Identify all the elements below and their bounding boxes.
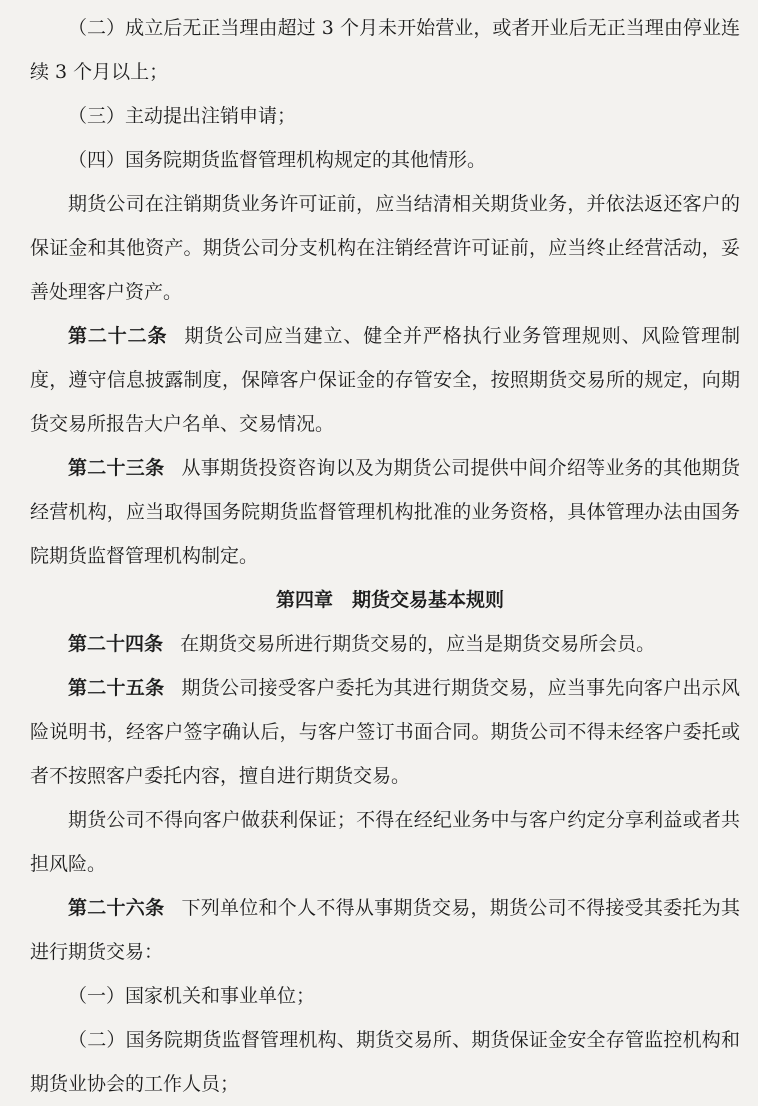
article-text: 期货公司应当建立、健全并严格执行业务管理规则、风险管理制度，遵守信息披露制度，保障客户保证金的存管安全，按照期货交易所的规定，向期货交易所报告大户名单、交易情况。 xyxy=(30,325,740,435)
paragraph-text: 期货公司在注销期货业务许可证前，应当结清相关期货业务，并依法返还客户的保证金和其他资产。期货公司分支机构在注销经营许可证前，应当终止经营活动，妥善处理客户资产。 xyxy=(30,193,740,303)
paragraph-text: （一）国家机关和事业单位； xyxy=(68,985,316,1007)
article-number: 第二十三条 xyxy=(68,457,165,479)
article-text: 从事期货投资咨询以及为期货公司提供中间介绍等业务的其他期货经营机构，应当取得国务院期货监督管理机构批准的业务资格，具体管理办法由国务院期货监督管理机构制定。 xyxy=(30,457,740,567)
article-text: 在期货交易所进行期货交易的，应当是期货交易所会员。 xyxy=(180,633,656,655)
item-paragraph-4 xyxy=(30,138,740,182)
item-paragraph-2b xyxy=(30,1018,740,1106)
article-number: 第二十六条 xyxy=(68,897,165,919)
article-22 xyxy=(30,314,740,446)
article-26 xyxy=(30,886,740,974)
paragraph-text: （二）国务院期货监督管理机构、期货交易所、期货保证金安全存管监控机构和期货业协会的工作人员； xyxy=(30,1029,740,1095)
item-paragraph-2 xyxy=(30,6,740,94)
article-number: 第二十四条 xyxy=(68,633,164,655)
paragraph-text: （二）成立后无正当理由超过 3 个月未开始营业，或者开业后无正当理由停业连续 3 个月以上； xyxy=(30,17,740,83)
article-text: 下列单位和个人不得从事期货交易，期货公司不得接受其委托为其进行期货交易： xyxy=(30,897,740,963)
chapter-number: 第四章 xyxy=(275,589,333,611)
paragraph-text: 期货公司不得向客户做获利保证；不得在经纪业务中与客户约定分享利益或者共担风险。 xyxy=(30,809,740,875)
article-number: 第二十二条 xyxy=(68,325,168,347)
article-text: 期货公司接受客户委托为其进行期货交易，应当事先向客户出示风险说明书，经客户签字确认后，与客户签订书面合同。期货公司不得未经客户委托或者不按照客户委托内容，擅自进行期货交易。 xyxy=(30,677,740,787)
paragraph-text: （三）主动提出注销申请； xyxy=(68,105,297,127)
article-number: 第二十五条 xyxy=(68,677,165,699)
article-25 xyxy=(30,666,740,798)
paragraph-text: （四）国务院期货监督管理机构规定的其他情形。 xyxy=(68,149,487,171)
chapter-title: 期货交易基本规则 xyxy=(352,589,505,611)
item-paragraph-3 xyxy=(30,94,740,138)
body-paragraph-guarantee xyxy=(30,798,740,886)
article-23 xyxy=(30,446,740,578)
item-paragraph-1b xyxy=(30,974,740,1018)
chapter-heading xyxy=(30,578,740,622)
body-paragraph-deregistration xyxy=(30,182,740,314)
article-24 xyxy=(30,622,740,666)
